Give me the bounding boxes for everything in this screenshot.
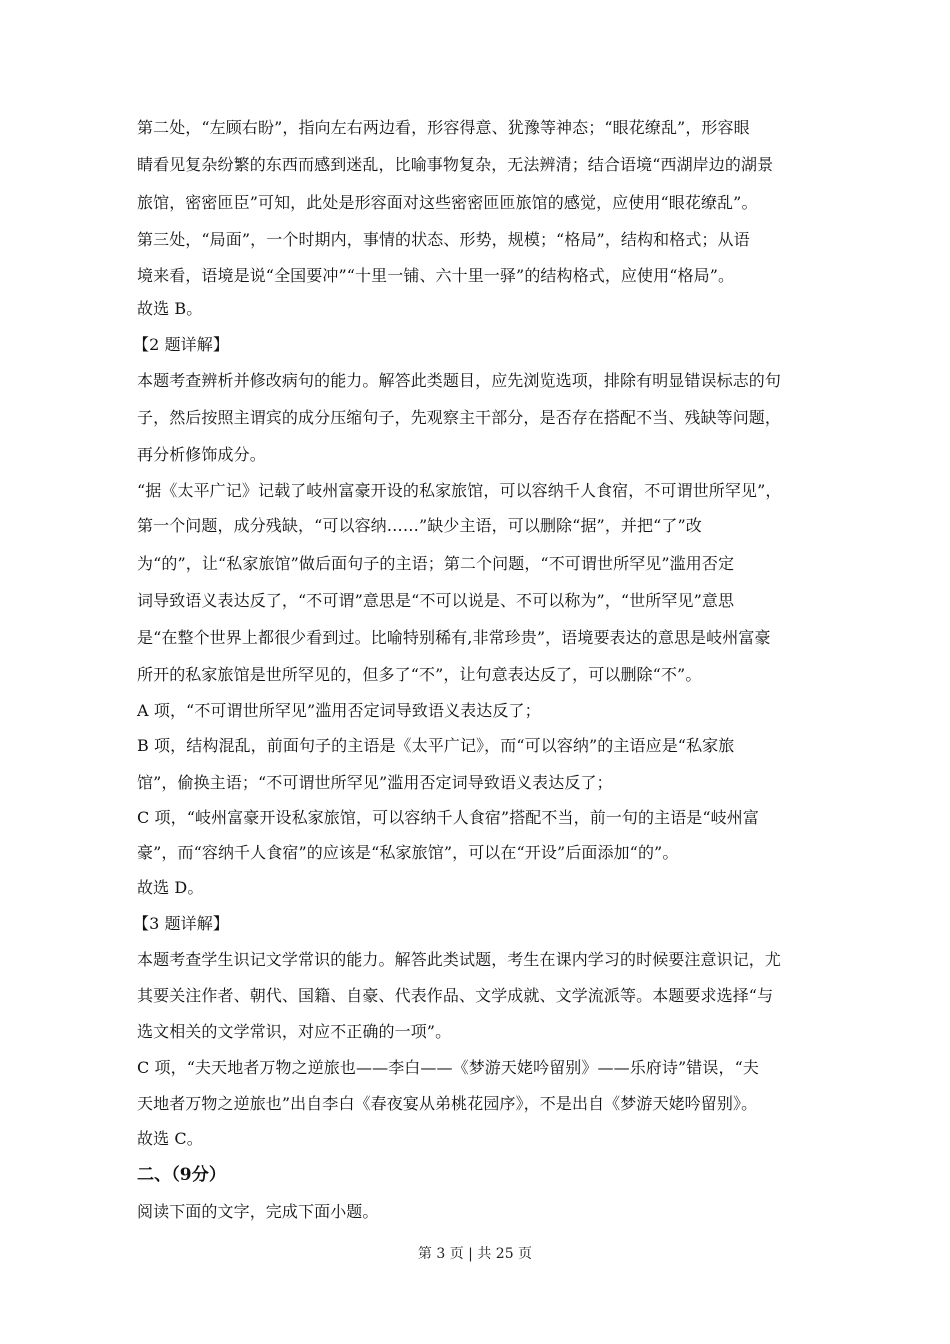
paragraph-line: 是“在整个世界上都很少看到过。比喻特别稀有,非常珍贵”，语境要表达的意思是岐州富豪 <box>137 628 771 647</box>
paragraph-line: 天地者万物之逆旅也”出自李白《春夜宴从弟桃花园序》，不是出自《梦游天姥吟留别》。 <box>137 1094 758 1113</box>
paragraph-line: 其要关注作者、朝代、国籍、自豪、代表作品、文学成就、文学流派等。本题要求选择“与 <box>137 986 774 1005</box>
paragraph-line: 旅馆，密密匝臣”可知，此处是形容面对这些密密匝匝旅馆的感觉，应使用“眼花缭乱”。 <box>137 193 758 212</box>
paragraph-line: B 项，结构混乱，前面句子的主语是《太平广记》，而“可以容纳”的主语应是“私家旅 <box>137 736 735 755</box>
paragraph-line: 本题考查学生识记文学常识的能力。解答此类试题，考生在课内学习的时候要注意识记，尤 <box>137 950 782 969</box>
paragraph-line: 睛看见复杂纷繁的东西而感到迷乱，比喻事物复杂，无法辨清；结合语境“西湖岸边的湖景 <box>137 155 774 174</box>
section-title: 二、（9分） <box>137 1165 226 1185</box>
paragraph-line: 词导致语义表达反了，“不可谓”意思是“不可以说是、不可以称为”，“世所罕见”意思 <box>137 591 735 610</box>
paragraph-line: 馆”，偷换主语；“不可谓世所罕见”滥用否定词导致语义表达反了； <box>137 773 613 792</box>
paragraph-line: A 项，“不可谓世所罕见”滥用否定词导致语义表达反了； <box>137 701 541 720</box>
paragraph-line: 境来看，语境是说“全国要冲”“十里一铺、六十里一驿”的结构格式，应使用“格局”。 <box>137 266 735 285</box>
page-footer: 第 3 页 | 共 25 页 <box>417 1246 533 1262</box>
paragraph-line: 本题考查辨析并修改病句的能力。解答此类题目，应先浏览选项，排除有明显错误标志的句 <box>137 371 782 390</box>
answer-line: 故选 B。 <box>137 299 203 318</box>
answer-line: 故选 C。 <box>137 1129 203 1148</box>
paragraph-line: 所开的私家旅馆是世所罕见的，但多了“不”，让句意表达反了，可以删除“不”。 <box>137 665 702 684</box>
section-heading-q3: 【3 题详解】 <box>133 914 229 933</box>
paragraph-line: 为“的”，让“私家旅馆”做后面句子的主语；第二个问题，“不可谓世所罕见”滥用否定 <box>137 554 735 573</box>
instruction-line: 阅读下面的文字，完成下面小题。 <box>137 1202 379 1221</box>
paragraph-line: 豪”，而“容纳千人食宿”的应该是“私家旅馆”，可以在“开设”后面添加“的”。 <box>137 843 679 862</box>
paragraph-line: C 项，“夫天地者万物之逆旅也——李白——《梦游天姥吟留别》——乐府诗”错误，“夫 <box>137 1058 759 1077</box>
paragraph-line: 选文相关的文学常识，对应不正确的一项”。 <box>137 1022 452 1041</box>
paragraph-line: 再分析修饰成分。 <box>137 445 266 464</box>
paragraph-line: 第三处，“局面”，一个时期内，事情的状态、形势，规模；“格局”，结构和格式；从语 <box>137 230 750 249</box>
paragraph-line: “据《太平广记》记载了岐州富豪开设的私家旅馆，可以容纳千人食宿，不可谓世所罕见”， <box>137 481 782 500</box>
paragraph-line: 第二处，“左顾右盼”，指向左右两边看，形容得意、犹豫等神态；“眼花缭乱”，形容眼 <box>137 118 750 137</box>
section-heading-q2: 【2 题详解】 <box>133 335 229 354</box>
answer-line: 故选 D。 <box>137 878 204 897</box>
paragraph-line: 第一个问题，成分残缺，“可以容纳……”缺少主语，可以删除“据”，并把“了”改 <box>137 516 702 535</box>
paragraph-line: C 项，“岐州富豪开设私家旅馆，可以容纳千人食宿”搭配不当，前一句的主语是“岐州富 <box>137 808 759 827</box>
paragraph-line: 子，然后按照主谓宾的成分压缩句子，先观察主干部分，是否存在搭配不当、残缺等问题， <box>137 408 782 427</box>
